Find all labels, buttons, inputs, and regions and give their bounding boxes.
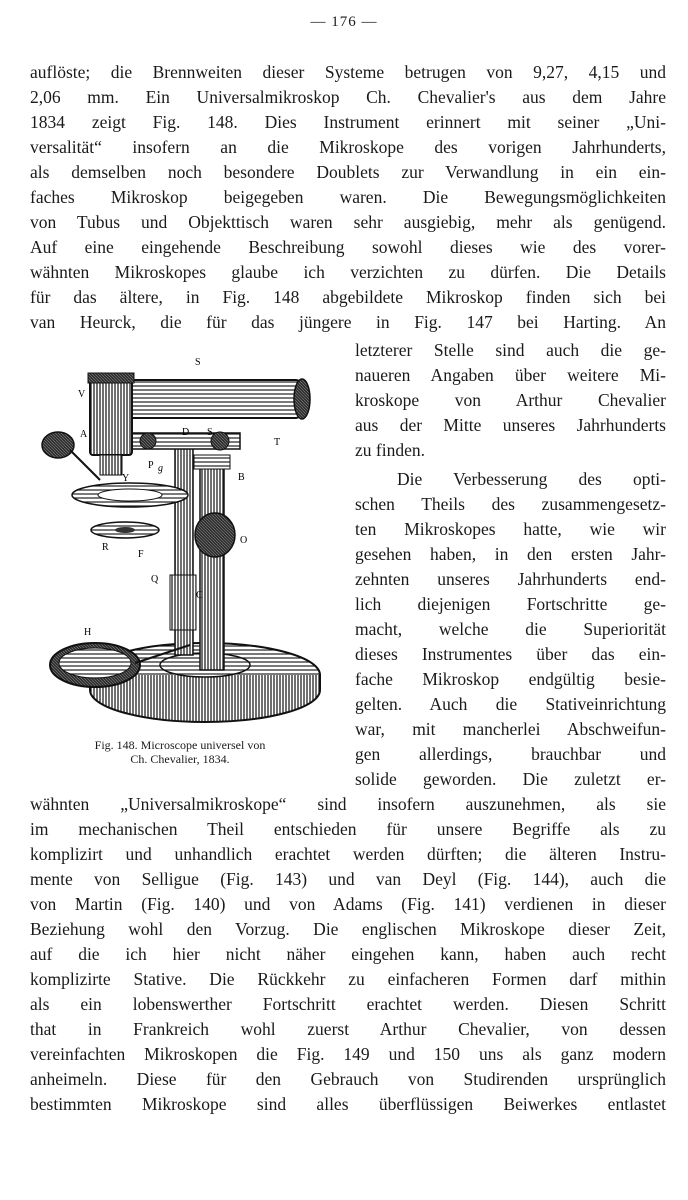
text-line: faches Mikroskop beigegeben waren. Die Bewegungsmöglichkeiten: [30, 187, 666, 207]
text-line: naueren Angaben über weitere Mi-: [355, 365, 666, 385]
caption-line: Fig. 148. Microscope universel von: [94, 738, 266, 752]
microscope-illustration: [30, 345, 330, 770]
text-line: von Martin (Fig. 140) und von Adams (Fig. 141) verdienen in dieser: [30, 894, 666, 914]
text-line: gelten. Auch die Stativeinrichtung: [355, 694, 666, 714]
text-line: van Heurck, die für das jüngere in Fig. 147 bei Harting. An: [30, 312, 666, 332]
figure-label: P: [148, 460, 154, 471]
text-line: schen Theils des zusammengesetz-: [355, 494, 666, 514]
figure-label: D: [182, 427, 190, 438]
figure-label: T: [274, 437, 281, 448]
page-number: — 176 —: [310, 14, 378, 30]
caption-line: Ch. Chevalier, 1834.: [130, 752, 230, 766]
text-line: 1834 zeigt Fig. 148. Dies Instrument erinnert mit seiner „Uni-: [30, 112, 666, 132]
text-line: gen allerdings, brauchbar und: [355, 744, 666, 764]
text-line: als ein lobenswerther Fortschritt erachtet werden. Diesen Schritt: [30, 994, 666, 1014]
text-line: ten Mikroskopes hatte, wie wir: [355, 519, 666, 539]
text-line: wähnten „Universalmikroskope“ sind insofern auszunehmen, als sie: [30, 794, 666, 814]
text-line: dieses Instrumentes über das ein-: [355, 644, 666, 664]
text-line: lich diejenigen Fortschritte ge-: [355, 594, 666, 614]
text-line: wähnten Mikroskopes glaube ich verzichten zu dürfen. Die Details: [30, 262, 666, 282]
text-line: macht, welche die Superiorität: [355, 619, 666, 639]
figure-label: g: [158, 463, 163, 474]
text-line: versalität“ insofern an die Mikroskope des vorigen Jahrhunderts,: [30, 137, 666, 157]
text-line: aus der Mitte unseres Jahrhunderts: [355, 415, 666, 435]
figure-label: F: [138, 549, 144, 560]
figure-label: Y: [122, 473, 130, 484]
figure-label: O: [240, 535, 248, 546]
text-line: Beziehung wohl den Vorzug. Die englischen Mikroskope dieser Zeit,: [30, 919, 666, 939]
text-line: Auf eine eingehende Beschreibung sowohl dieses wie des vorer-: [30, 237, 666, 257]
text-line: solide geworden. Die zuletzt er-: [355, 769, 666, 789]
text-line: auf die ich hier nicht näher eingehen kann, haben auch recht: [30, 944, 666, 964]
figure-label: A: [80, 429, 88, 440]
text-line: kroskope von Arthur Chevalier: [355, 390, 666, 410]
figure-label: S: [195, 357, 201, 368]
text-line: gesehen haben, in den ersten Jahr-: [355, 544, 666, 564]
text-line: auflöste; die Brennweiten dieser Systeme betrugen von 9,27, 4,15 und: [30, 62, 666, 82]
figure-label: R: [102, 542, 109, 553]
text-line: bestimmten Mikroskope sind alles überflüssigen Beiwerkes entlastet: [30, 1094, 666, 1114]
text-line: zu finden.: [355, 440, 425, 460]
text-line: als demselben noch besondere Doublets zur Verwandlung in ein ein-: [30, 162, 666, 182]
text-line: 2,06 mm. Ein Universalmikroskop Ch. Chevalier's aus dem Jahre: [30, 87, 666, 107]
text-line: Die Verbesserung des opti-: [397, 469, 666, 489]
figure-label: H: [84, 627, 92, 638]
figure-label: B: [238, 472, 245, 483]
figure-label: S: [207, 427, 213, 438]
text-line: komplizirt und unhandlich erachtet werden dürften; die älteren Instru-: [30, 844, 666, 864]
text-line: vereinfachten Mikroskopen die Fig. 149 und 150 uns als ganz modern: [30, 1044, 666, 1064]
figure-label: V: [78, 389, 86, 400]
text-line: fache Mikroskop endgültig besie-: [355, 669, 666, 689]
text-line: letzterer Stelle sind auch die ge-: [355, 340, 666, 360]
text-line: komplizirte Stative. Die Rückkehr zu einfacheren Formen darf mithin: [30, 969, 666, 989]
text-line: von Tubus und Objekttisch waren sehr ausgiebig, mehr als genügend.: [30, 212, 666, 232]
figure-label: Q: [151, 574, 159, 585]
text-line: anheimeln. Diese für den Gebrauch von Studirenden ursprünglich: [30, 1069, 666, 1089]
text-line: war, mit mancherlei Abschweifun-: [355, 719, 666, 739]
microscope-engraving: [30, 345, 330, 735]
text-line: that in Frankreich wohl zuerst Arthur Chevalier, von dessen: [30, 1019, 666, 1039]
figure-label: C: [196, 590, 203, 601]
text-line: zehnten unseres Jahrhunderts end-: [355, 569, 666, 589]
figure-caption: [40, 738, 320, 766]
text-line: für das ältere, in Fig. 148 abgebildete Mikroskop finden sich bei: [30, 287, 666, 307]
text-line: im mechanischen Theil entschieden für unsere Begriffe als zu: [30, 819, 666, 839]
text-line: mente von Selligue (Fig. 143) und van Deyl (Fig. 144), auch die: [30, 869, 666, 889]
